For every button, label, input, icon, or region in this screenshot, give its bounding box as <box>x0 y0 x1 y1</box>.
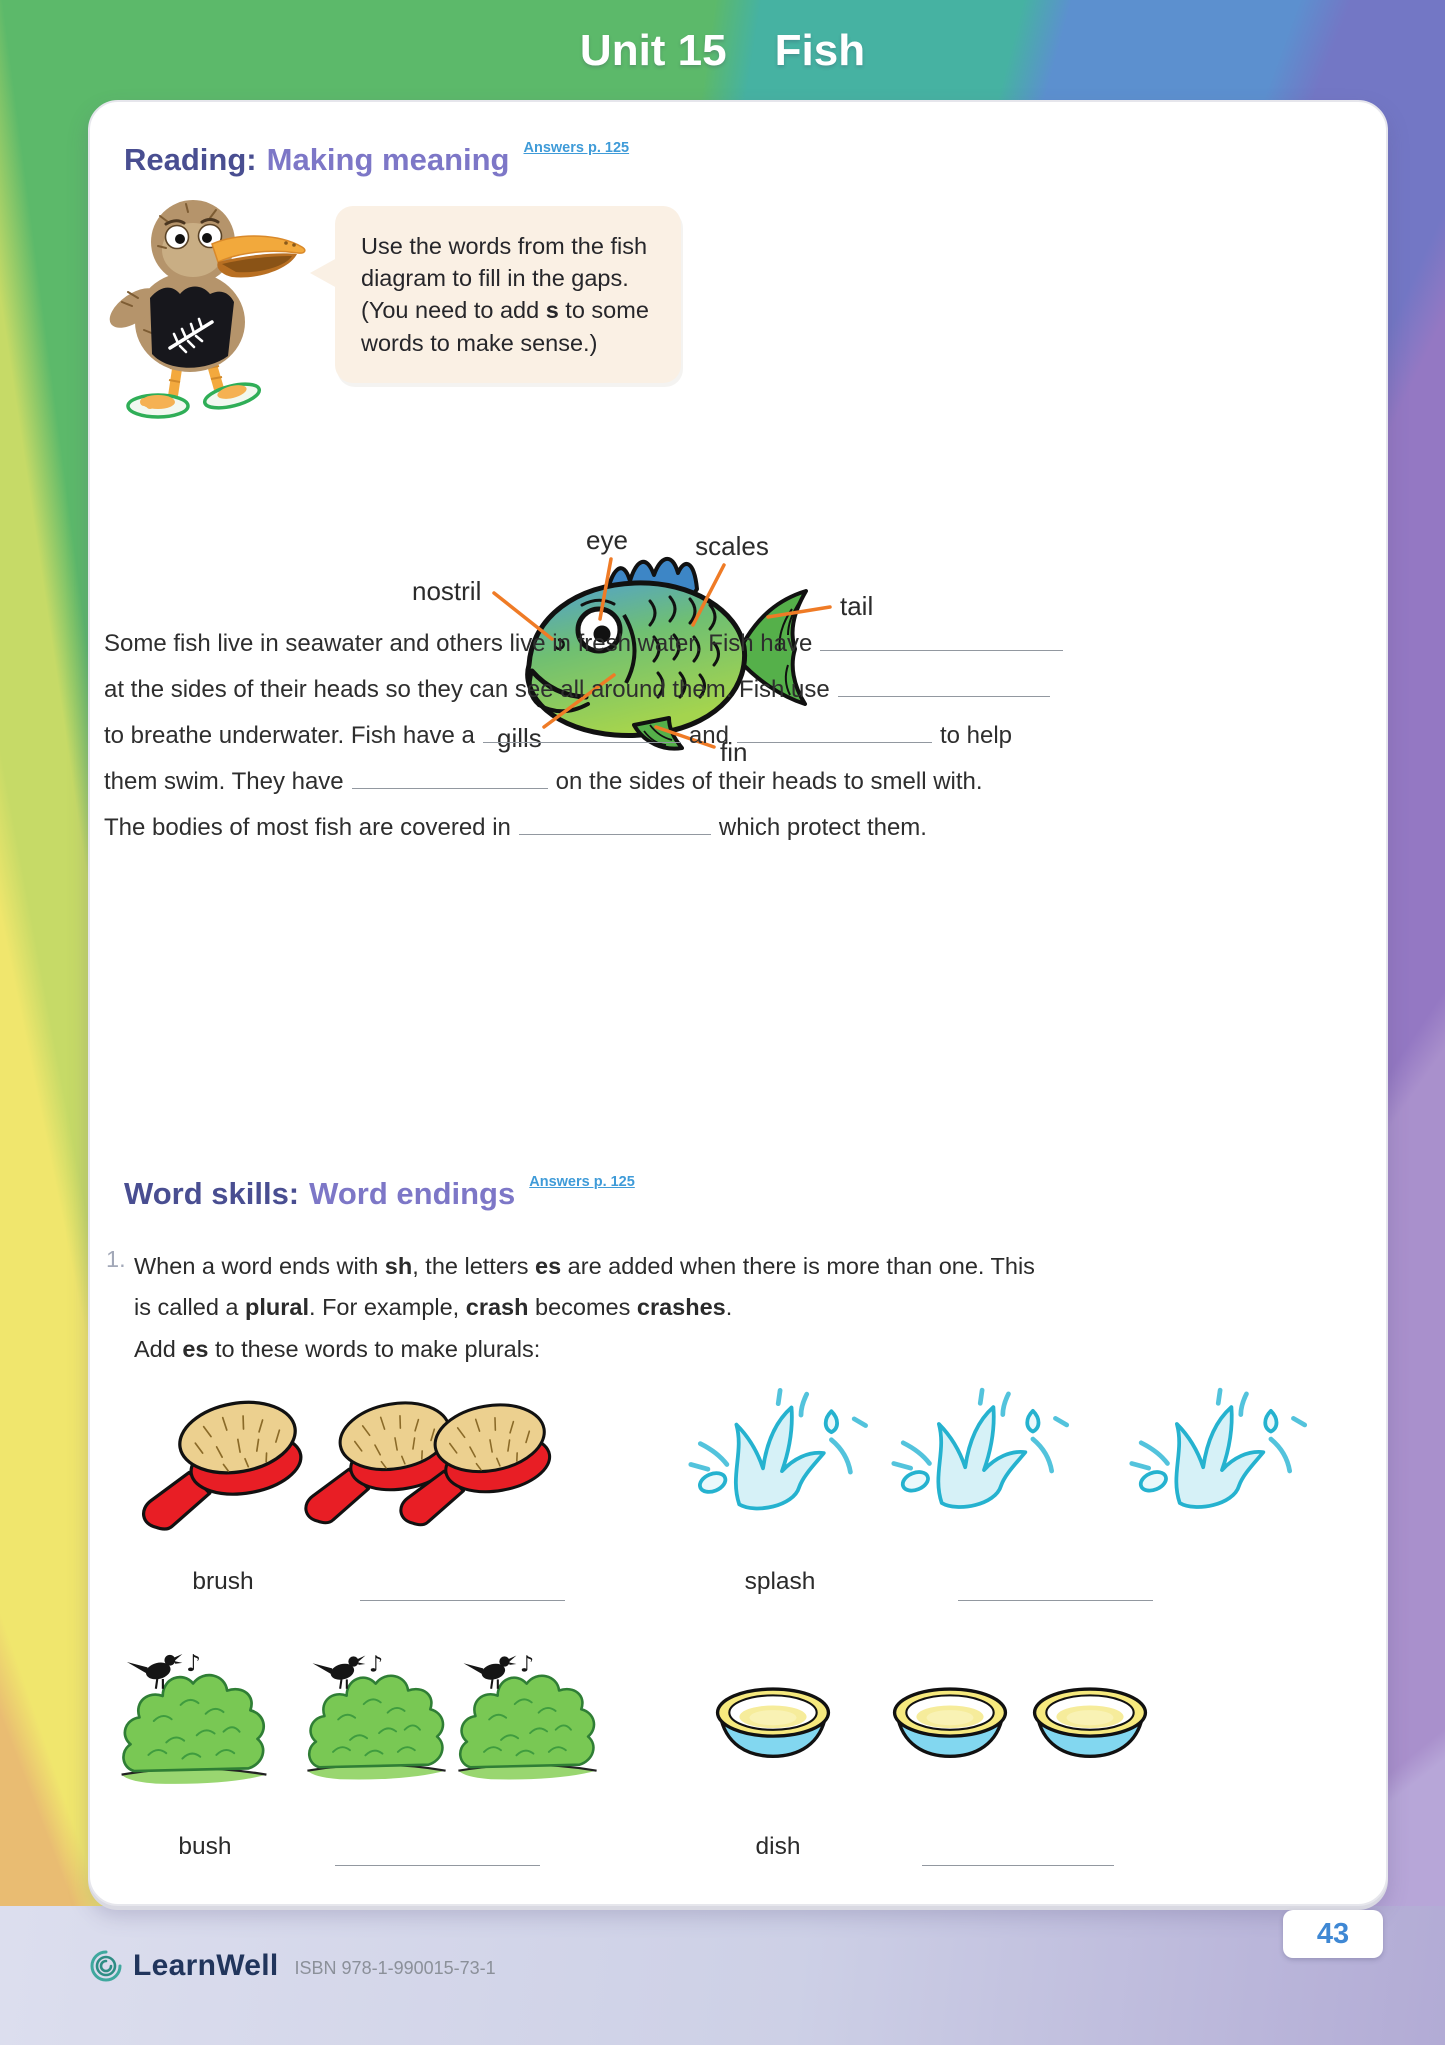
bubble-line3: (You need to add s to some <box>361 297 649 324</box>
reading-answers-link[interactable]: Answers p. 125 <box>523 140 630 156</box>
fill-blank-1[interactable] <box>820 630 1063 651</box>
exercise-word-splash: splash <box>744 1568 816 1595</box>
brush-image <box>130 1384 315 1534</box>
fill-blank-5[interactable] <box>352 768 548 789</box>
fish-label-gills: gills <box>497 723 542 753</box>
fill-blank-3[interactable] <box>483 722 681 743</box>
splashes-pair-image <box>890 1378 1352 1550</box>
dish-answer-blank[interactable] <box>922 1841 1114 1866</box>
plural-rule-text <box>134 1246 1384 1328</box>
brushes-pair-image <box>293 1384 563 1534</box>
word-skills-section-label: Word skills: <box>124 1176 300 1211</box>
dishes-pair-image <box>887 1675 1153 1767</box>
bush-answer-blank[interactable] <box>335 1841 540 1866</box>
reading-section-heading <box>124 140 629 178</box>
bush-image <box>118 1647 270 1795</box>
learnwell-logo-icon <box>88 1948 124 1984</box>
page-title <box>0 26 1445 76</box>
word-skills-section-heading <box>124 1174 635 1212</box>
exercise-word-dish: dish <box>755 1833 801 1860</box>
fill-line-5: The bodies of most fish are covered in which protect them. <box>104 814 927 841</box>
word-skills-section-title: Word endings <box>309 1176 516 1211</box>
fill-line-2: at the sides of their heads so they can see all around them. Fish use <box>104 676 1380 722</box>
fill-blank-6[interactable] <box>519 814 711 835</box>
bubble-line4: words to make sense.) <box>361 329 598 356</box>
reading-section-title: Making meaning <box>266 142 510 177</box>
kiwi-mascot-illustration <box>98 190 313 425</box>
word-skills-answers-link[interactable]: Answers p. 125 <box>529 1174 635 1190</box>
fill-line-3: to breathe underwater. Fish have a and to help <box>104 722 1013 749</box>
fish-label-scales: scales <box>695 531 769 561</box>
fill-line-4: them swim. They have on the sides of their heads to smell with. <box>104 768 983 795</box>
bubble-line1: Use the words from the fish <box>361 233 648 259</box>
fill-blank-4[interactable] <box>737 722 932 743</box>
worksheet-card <box>88 100 1388 1906</box>
item-number: 1. <box>106 1246 126 1272</box>
rule-line-1: When a word ends with sh, the letters es are added when there is more than one. This <box>134 1253 1035 1279</box>
fill-in-paragraph <box>104 630 1380 860</box>
brand-name: LearnWell <box>133 1949 279 1982</box>
isbn-text: ISBN 978-1-990015-73-1 <box>294 1957 496 1978</box>
unit-label: Unit 15 <box>579 26 727 75</box>
bushes-pair-image <box>304 1647 600 1795</box>
plural-instruction: Add es to these words to make plurals: <box>134 1336 541 1362</box>
fish-label-nostril: nostril <box>412 576 482 606</box>
speech-bubble <box>335 206 681 383</box>
bubble-line2: diagram to fill in the gaps. <box>361 265 629 292</box>
fill-line-1: Some fish live in seawater and others live in fresh water. Fish have <box>104 630 1380 676</box>
footer-brand <box>88 1948 496 1984</box>
fish-label-fin: fin <box>720 737 748 767</box>
splash-image <box>687 1378 877 1550</box>
fish-label-tail: tail <box>840 591 874 621</box>
brush-answer-blank[interactable] <box>360 1576 565 1601</box>
fish-label-eye: eye <box>586 525 628 555</box>
dish-image <box>710 1675 836 1767</box>
exercise-word-brush: brush <box>192 1568 254 1595</box>
fill-blank-2[interactable] <box>838 676 1050 697</box>
page-number-badge: 43 <box>1283 1910 1383 1958</box>
reading-section-label: Reading: <box>124 142 257 177</box>
rule-line-2: is called a plural. For example, crash becomes crashes. <box>134 1294 733 1320</box>
exercise-word-bush: bush <box>178 1833 232 1860</box>
unit-title: Fish <box>774 26 866 75</box>
splash-answer-blank[interactable] <box>958 1576 1153 1601</box>
